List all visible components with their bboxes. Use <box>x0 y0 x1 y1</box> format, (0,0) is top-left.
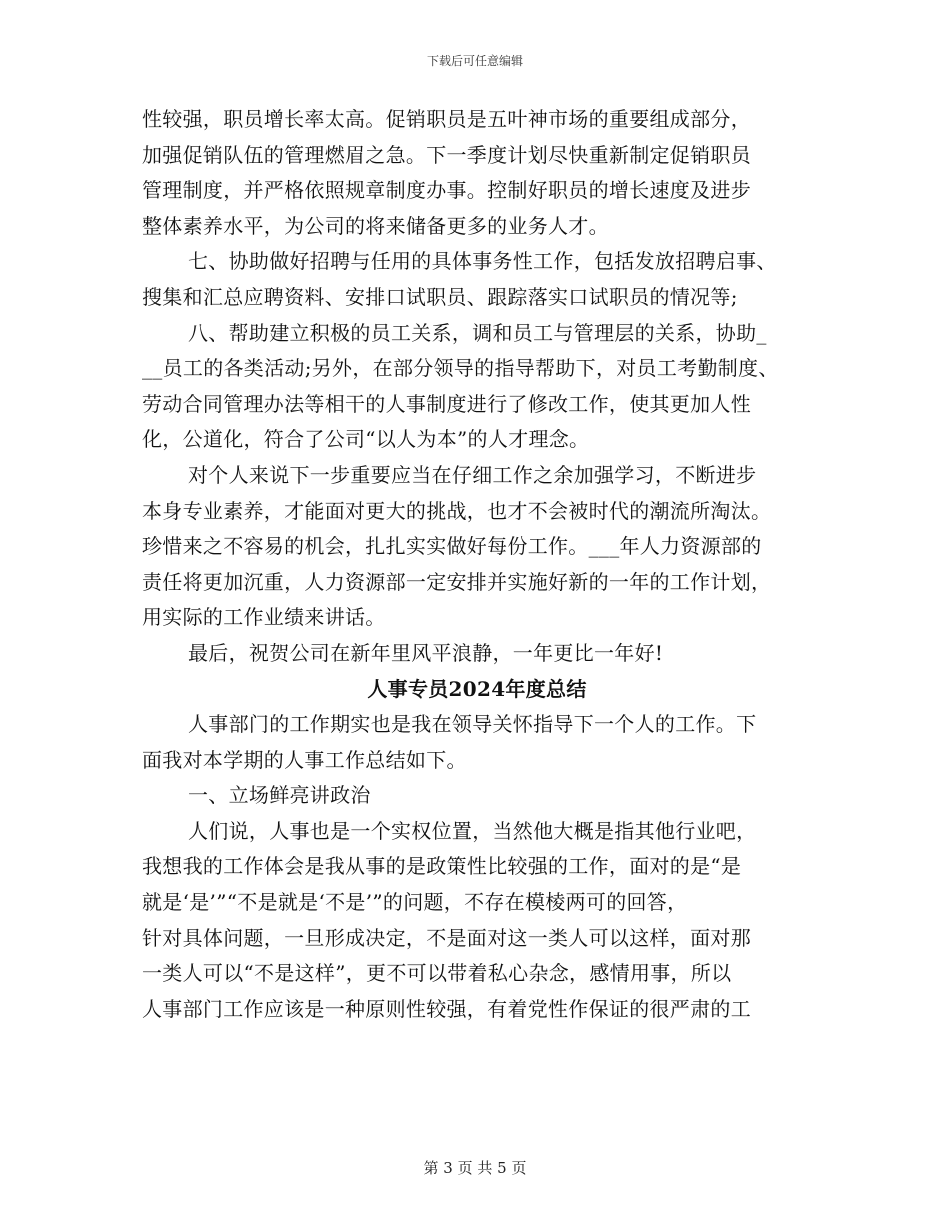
section-title: 人事专员2024年度总结 <box>367 676 587 701</box>
text-line: 人事部门工作应该是一种原则性较强，有着党性作保证的很严肃的工 <box>142 996 751 1021</box>
text-line: 性较强，职员增长率太高。促销职员是五叶神市场的重要组成部分， <box>142 107 751 131</box>
text-line: 针对具体问题，一旦形成决定，不是面对这一类人可以这样，面对那 <box>142 925 751 950</box>
text-line: 用实际的工作业绩来讲话。 <box>142 605 386 630</box>
text-line: 珍惜来之不容易的机会，扎扎实实做好每份工作。___年人力资源部的 <box>142 534 762 559</box>
text-line: 面我对本学期的人事工作总结如下。 <box>142 747 467 772</box>
text-line: __员工的各类活动;另外，在部分领导的指导帮助下，对员工考勤制度、 <box>142 356 779 381</box>
text-line: 管理制度，并严格依照规章制度办事。控制好职员的增长速度及进步 <box>142 178 751 203</box>
text-line: 责任将更加沉重，人力资源部一定安排并实施好新的一年的工作计划， <box>142 569 772 594</box>
text-line: 人事部门的工作期实也是我在领导关怀指导下一个人的工作。下 <box>188 712 757 737</box>
text-line: 一类人可以“不是这样”，更不可以带着私心杂念，感情用事，所以 <box>142 961 732 986</box>
text-line: 一、立场鲜亮讲政治 <box>188 783 371 808</box>
text-line: 搜集和汇总应聘资料、安排口试职员、跟踪落实口试职员的情况等; <box>142 284 738 309</box>
text-line: 人们说，人事也是一个实权位置，当然他大概是指其他行业吧， <box>188 818 757 843</box>
text-line: 就是‘是’”“不是就是‘不是’”的问题，不存在模棱两可的回答， <box>142 890 688 915</box>
text-line: 化，公道化，符合了公司“以人为本”的人才理念。 <box>142 427 590 452</box>
page-header: 下载后可任意编辑 <box>426 54 523 68</box>
text-line: 我想我的工作体会是我从事的是政策性比较强的工作，面对的是“是 <box>142 854 742 879</box>
text-line: 劳动合同管理办法等相干的人事制度进行了修改工作，使其更加人性 <box>142 391 751 416</box>
text-line: 最后，祝贺公司在新年里风平浪静，一年更比一年好! <box>188 640 664 665</box>
text-line: 七、协助做好招聘与任用的具体事务性工作，包括发放招聘启事、 <box>188 249 777 274</box>
page-footer: 第 3 页 共 5 页 <box>423 1159 527 1177</box>
document-body <box>142 102 812 1027</box>
text-line: 本身专业素养，才能面对更大的挑战，也才不会被时代的潮流所淘汰。 <box>142 498 772 523</box>
text-line: 对个人来说下一步重要应当在仔细工作之余加强学习，不断进步 <box>188 462 757 487</box>
text-line: 整体素养水平，为公司的将来储备更多的业务人才。 <box>142 213 609 238</box>
text-line: 加强促销队伍的管理燃眉之急。下一季度计划尽快重新制定促销职员 <box>142 142 751 167</box>
text-line: 八、帮助建立积极的员工关系，调和员工与管理层的关系，协助_ <box>188 320 767 345</box>
